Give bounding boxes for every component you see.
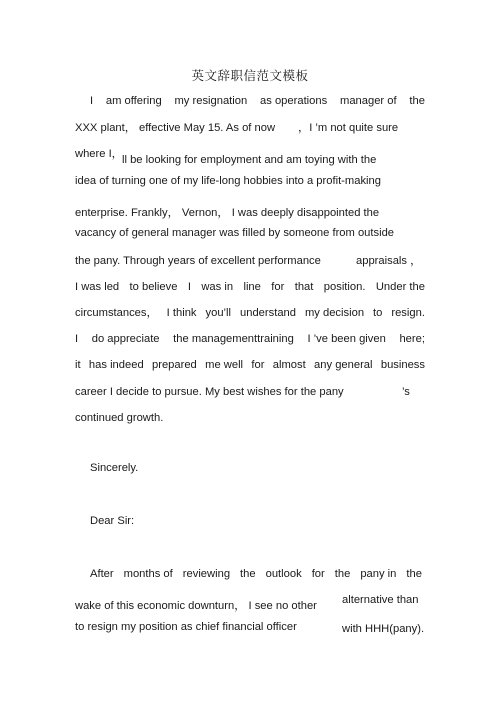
letter2-line-3a: to resign my position as chief financial officer (75, 621, 297, 633)
word: to believe (129, 281, 178, 293)
word: almost (272, 359, 306, 371)
word: to (373, 307, 383, 319)
salutation-dear-sir: Dear Sir: (90, 515, 135, 527)
word: for (271, 281, 285, 293)
word: the (406, 568, 422, 580)
letter1-line-10 (75, 332, 425, 346)
word: resign. (391, 307, 425, 319)
word: the (409, 95, 425, 107)
word: here; (399, 333, 425, 345)
word: my decision (304, 307, 365, 319)
word: am offering (105, 95, 162, 107)
word: do appreciate (91, 333, 160, 345)
word: for (251, 359, 265, 371)
word: I (75, 333, 79, 345)
word: has indeed (88, 359, 144, 371)
word: any general (314, 359, 373, 371)
letter1-line-1 (90, 94, 425, 108)
word: Under the (375, 281, 425, 293)
letter1-line-7b: appraisals ， (356, 255, 422, 267)
word: prepared (152, 359, 197, 371)
word: line (243, 281, 261, 293)
word: was in (201, 281, 234, 293)
word: I was led (75, 281, 120, 293)
letter2-line-2b: alternative than (342, 594, 419, 606)
word: for (311, 568, 325, 580)
word: understand (240, 307, 296, 319)
word: reviewing (182, 568, 231, 580)
letter1-line-3a: where I， (75, 148, 123, 160)
letter1-line-7a: the pany. Through years of excellent performance (75, 255, 321, 267)
letter1-line-2a: XXX plant， effective May 15. As of now (75, 122, 276, 134)
letter1-line-3b: ll be looking for employment and am toying with the (122, 154, 377, 166)
letter1-line-8 (75, 280, 425, 294)
closing-sincerely: Sincerely. (90, 462, 139, 474)
word: the managementtraining (173, 333, 294, 345)
letter1-line-4: idea of turning one of my life-long hobbies into a profit-making (75, 175, 381, 187)
document-title: 英文辞职信范文模板 (191, 68, 309, 83)
letter1-line-11 (75, 358, 425, 372)
letter1-line-6: vacancy of general manager was filled by someone from outside (75, 227, 395, 239)
word: months of (123, 568, 173, 580)
letter1-line-12a: career I decide to pursue. My best wishes for the pany (75, 386, 344, 398)
letter2-line-3b: with HHH(pany). (342, 623, 425, 635)
word: manager of (340, 95, 397, 107)
word: as operations (260, 95, 328, 107)
word: I think (166, 307, 197, 319)
letter1-line-12b: ’s (402, 386, 410, 398)
word: me well (205, 359, 244, 371)
word: my resignation (174, 95, 248, 107)
word: I (90, 95, 94, 107)
letter1-line-2b: ，I ’m not quite sure (298, 122, 399, 134)
word: I ’ve been given (307, 333, 386, 345)
word: After (90, 568, 114, 580)
word: the (240, 568, 256, 580)
letter2-line-1 (90, 567, 422, 581)
word: I (187, 281, 191, 293)
word: outlook (265, 568, 302, 580)
word: business (380, 359, 425, 371)
word: that (294, 281, 314, 293)
letter2-line-2a: wake of this economic downturn， I see no other (75, 600, 317, 612)
word: the (334, 568, 351, 580)
letter1-line-9 (75, 306, 425, 320)
letter1-line-5: enterprise. Frankly， Vernon， I was deeply disappointed the (75, 207, 380, 219)
word: position. (323, 281, 366, 293)
word: it (75, 359, 81, 371)
word: pany in (360, 568, 397, 580)
word: you’ll (205, 307, 232, 319)
word: circumstances， (75, 307, 158, 319)
letter1-line-13: continued growth. (75, 412, 164, 424)
